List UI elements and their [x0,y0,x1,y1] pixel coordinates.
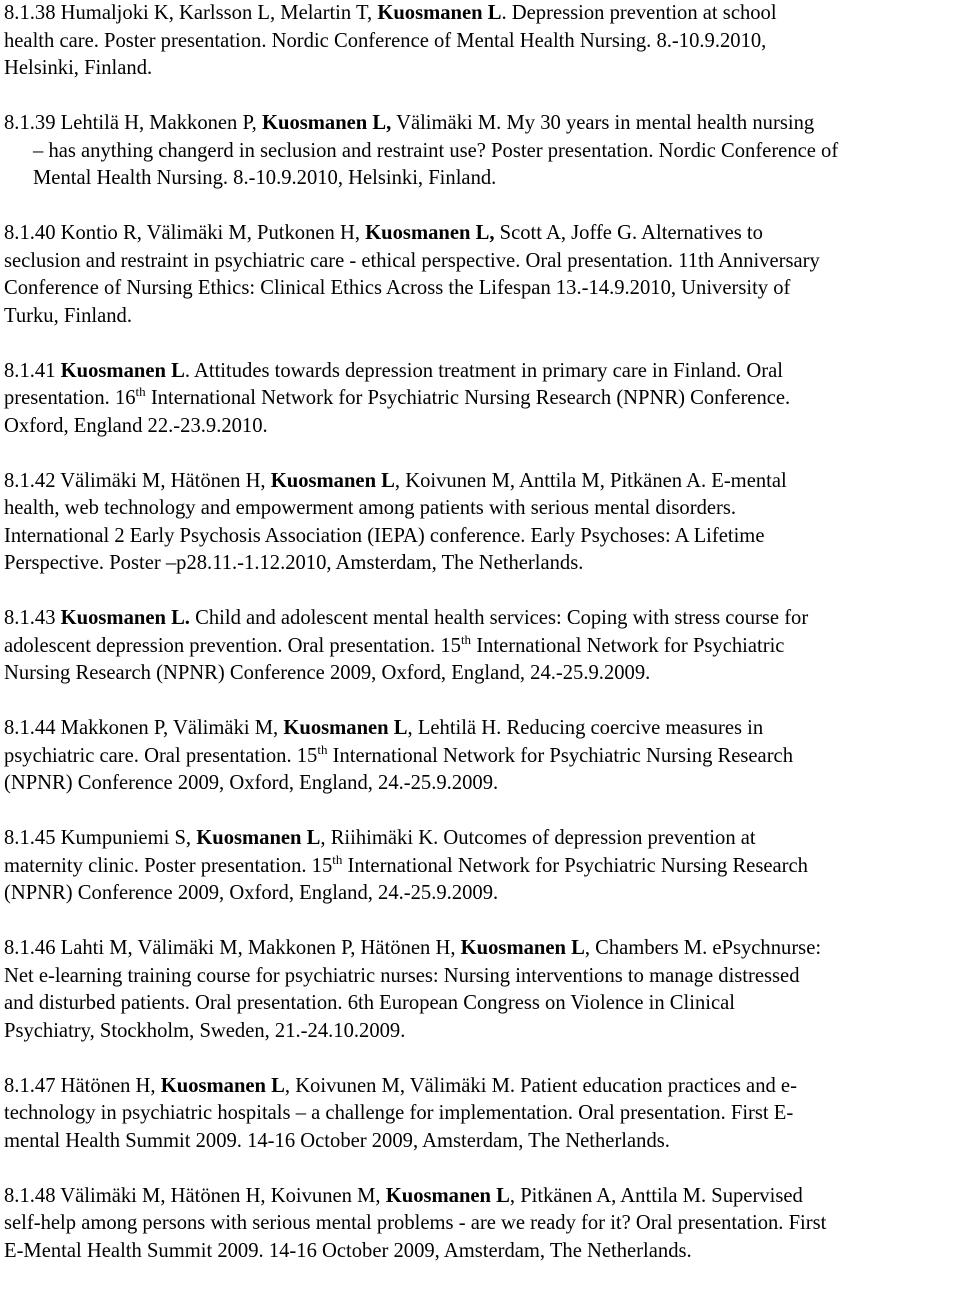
entry-line: 8.1.47 Hätönen H, Kuosmanen L, Koivunen M, Välimäki M. Patient education practices and e- [4,1074,797,1097]
entry-line: 8.1.38 Humaljoki K, Karlsson L, Melartin T, Kuosmanen L. Depression prevention at school [4,2,777,24]
entry-line: presentation. 16th International Network for Psychiatric Nursing Research (NPNR) Conference. [4,384,791,409]
entry-line: (NPNR) Conference 2009, Oxford, England, 24.-25.9.2009. [4,772,499,794]
author-highlight: Kuosmanen L [60,359,185,382]
entry-line: 8.1.41 Kuosmanen L. Attitudes towards depression treatment in primary care in Finland. Oral [4,359,784,382]
ordinal-suffix: th [460,631,472,647]
entry-line: Mental Health Nursing. 8.-10.9.2010, Helsinki, Finland. [33,167,497,189]
author-highlight: Kuosmanen L [377,2,502,24]
entry-line: Nursing Research (NPNR) Conference 2009, Oxford, England, 24.-25.9.2009. [4,662,651,684]
entry-line: 8.1.40 Kontio R, Välimäki M, Putkonen H, Kuosmanen L, Scott A, Joffe G. Alternatives to [4,222,763,244]
entry-line: and disturbed patients. Oral presentation. 6th European Congress on Violence in Clinical [4,992,736,1014]
entry-8-1-42 [4,468,956,578]
entry-line: Helsinki, Finland. [4,57,153,79]
author-highlight: Kuosmanen L [160,1074,285,1097]
entry-line: self-help among persons with serious mental problems - are we ready for it? Oral presentation. First [4,1212,827,1234]
entry-8-1-40 [4,220,956,330]
entry-8-1-39 [4,110,956,193]
entry-line: 8.1.39 Lehtilä H, Makkonen P, Kuosmanen L, Välimäki M. My 30 years in mental health nursing [4,112,815,134]
entry-line: adolescent depression prevention. Oral presentation. 15th International Network for Psychiatric [4,631,785,657]
entry-8-1-38 [4,0,956,83]
entry-8-1-47 [4,1073,956,1156]
entry-line: Turku, Finland. [4,304,132,327]
entry-line: psychiatric care. Oral presentation. 15th International Network for Psychiatric Nursing Research [4,741,793,767]
ordinal-suffix: th [332,851,343,867]
publication-list [4,0,956,1293]
entry-line: seclusion and restraint in psychiatric care - ethical perspective. Oral presentation. 11th Anniversary [4,249,820,272]
entry-line: 8.1.44 Makkonen P, Välimäki M, Kuosmanen L, Lehtilä H. Reducing coercive measures in [4,717,764,739]
entry-line: 8.1.46 Lahti M, Välimäki M, Makkonen P, Hätönen H, Kuosmanen L, Chambers M. ePsychnurse: [4,937,822,959]
entry-line: Conference of Nursing Ethics: Clinical Ethics Across the Lifespan 13.-14.9.2010, University of [4,277,791,299]
entry-line: 8.1.42 Välimäki M, Hätönen H, Kuosmanen L, Koivunen M, Anttila M, Pitkänen A. E-mental [4,469,787,492]
entry-line: 8.1.48 Välimäki M, Hätönen H, Koivunen M, Kuosmanen L, Pitkänen A, Anttila M. Supervised [4,1184,803,1207]
entry-line: mental Health Summit 2009. 14-16 October 2009, Amsterdam, The Netherlands. [4,1129,670,1152]
entry-line: health, web technology and empowerment among patients with serious mental disorders. [4,497,737,519]
entry-line: Perspective. Poster –p28.11.-1.12.2010, Amsterdam, The Netherlands. [4,552,584,574]
entry-line: maternity clinic. Poster presentation. 15th International Network for Psychiatric Nursing Research [4,851,808,877]
entry-line: Oxford, England 22.-23.9.2010. [4,414,268,437]
author-highlight: Kuosmanen L [460,937,585,959]
entry-line: E-Mental Health Summit 2009. 14-16 October 2009, Amsterdam, The Netherlands. [4,1239,692,1262]
entry-8-1-46 [4,935,956,1045]
entry-line: (NPNR) Conference 2009, Oxford, England, 24.-25.9.2009. [4,882,499,904]
author-highlight: Kuosmanen L, [365,222,495,244]
entry-8-1-44 [4,715,956,798]
entry-line: – has anything changerd in seclusion and restraint use? Poster presentation. Nordic Conference of [33,139,839,162]
entry-line: International 2 Early Psychosis Association (IEPA) conference. Early Psychoses: A Lifetime [4,524,765,547]
author-highlight: Kuosmanen L [283,717,408,739]
entry-line: technology in psychiatric hospitals – a challenge for implementation. Oral presentation. First E- [4,1102,794,1124]
entry-line: Net e-learning training course for psychiatric nurses: Nursing interventions to manage distressed [4,964,800,987]
entry-8-1-41 [4,358,956,441]
entry-line: Psychiatry, Stockholm, Sweden, 21.-24.10.2009. [4,1019,406,1042]
entry-line: 8.1.43 Kuosmanen L. Child and adolescent mental health services: Coping with stress course for [4,607,809,629]
entry-line: 8.1.45 Kumpuniemi S, Kuosmanen L, Riihimäki K. Outcomes of depression prevention at [4,827,756,849]
author-highlight: Kuosmanen L [270,469,395,492]
author-highlight: Kuosmanen L [196,827,321,849]
author-highlight: Kuosmanen L. [60,607,190,629]
author-highlight: Kuosmanen L [385,1184,510,1207]
entry-8-1-48 [4,1183,956,1266]
ordinal-suffix: th [317,741,328,757]
ordinal-suffix: th [135,384,146,399]
entry-line: health care. Poster presentation. Nordic Conference of Mental Health Nursing. 8.-10.9.2010, [4,29,767,52]
entry-8-1-43 [4,605,956,688]
author-highlight: Kuosmanen L, [261,112,392,134]
entry-8-1-45 [4,825,956,908]
